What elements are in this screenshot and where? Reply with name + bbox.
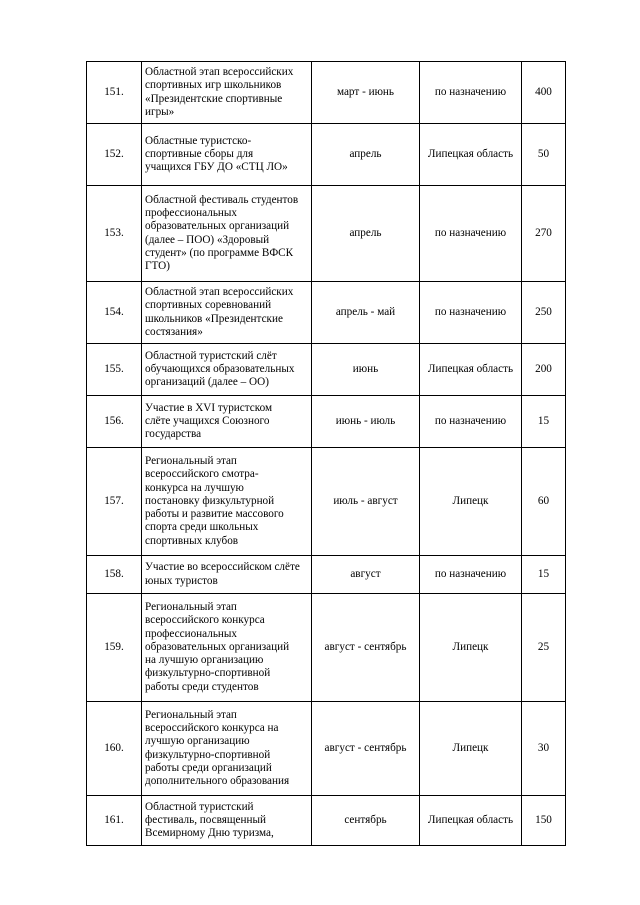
row-number-cell	[87, 556, 142, 594]
event-name-text: Областной туристский слёт обучающихся образовательных организаций (далее – ОО)	[145, 349, 295, 389]
event-name-cell	[142, 344, 312, 396]
event-name-cell	[142, 186, 312, 282]
events-table-body	[87, 62, 566, 846]
participants-count-cell	[522, 594, 566, 702]
event-name-text: Участие во всероссийском слёте юных туристов	[145, 561, 300, 587]
event-name-text: Областной туристский фестиваль, посвященный Всемирному Дню туризма,	[145, 800, 274, 840]
participants-count-cell	[522, 702, 566, 796]
row-number-text: 161.	[104, 813, 124, 826]
row-number-cell	[87, 344, 142, 396]
participants-count-cell	[522, 124, 566, 186]
event-place-text: Липецк	[452, 741, 489, 754]
event-name-cell	[142, 282, 312, 344]
participants-count-cell	[522, 448, 566, 556]
event-name-cell	[142, 796, 312, 846]
event-date-text: сентябрь	[344, 813, 387, 826]
event-place-cell	[420, 556, 522, 594]
event-place-text: Липецк	[452, 640, 489, 653]
event-date-text: апрель	[349, 226, 382, 239]
event-name-cell	[142, 556, 312, 594]
participants-count-cell	[522, 62, 566, 124]
participants-count-text: 25	[537, 640, 550, 653]
participants-count-text: 150	[535, 813, 552, 826]
event-date-text: июнь	[352, 362, 379, 375]
participants-count-cell	[522, 344, 566, 396]
row-number-cell	[87, 796, 142, 846]
row-number-cell	[87, 62, 142, 124]
event-place-text: Липецк	[452, 494, 489, 507]
event-date-cell	[312, 344, 420, 396]
event-date-text: август - сентябрь	[324, 640, 407, 653]
event-place-cell	[420, 702, 522, 796]
row-number-text: 155.	[104, 362, 124, 375]
row-number-cell	[87, 186, 142, 282]
event-name-text: Региональный этап всероссийского конкурса на лучшую организацию физкультурно-спортивной работы среди организаций дополнительного образования	[145, 708, 290, 787]
row-number-cell	[87, 702, 142, 796]
table-row	[87, 396, 566, 448]
table-row	[87, 702, 566, 796]
participants-count-cell	[522, 396, 566, 448]
event-name-cell	[142, 396, 312, 448]
participants-count-cell	[522, 796, 566, 846]
events-table	[86, 61, 566, 846]
event-place-text: Липецкая область	[427, 147, 514, 160]
row-number-text: 153.	[104, 226, 124, 239]
participants-count-text: 250	[535, 305, 552, 318]
event-place-cell	[420, 396, 522, 448]
event-name-cell	[142, 448, 312, 556]
event-name-text: Региональный этап всероссийского конкурса профессиональных образовательных организаций на лучшую организацию физкультурно-спортивной работы среди студентов	[145, 601, 290, 693]
event-place-cell	[420, 62, 522, 124]
event-date-cell	[312, 124, 420, 186]
event-date-text: август	[350, 567, 381, 580]
event-place-cell	[420, 344, 522, 396]
event-date-cell	[312, 702, 420, 796]
event-date-cell	[312, 556, 420, 594]
event-place-cell	[420, 186, 522, 282]
event-date-cell	[312, 62, 420, 124]
event-place-text: по назначению	[434, 567, 507, 580]
event-place-cell	[420, 796, 522, 846]
event-date-cell	[312, 796, 420, 846]
participants-count-text: 30	[537, 741, 550, 754]
event-name-cell	[142, 62, 312, 124]
table-row	[87, 186, 566, 282]
row-number-text: 159.	[104, 640, 124, 653]
table-row	[87, 282, 566, 344]
row-number-cell	[87, 594, 142, 702]
event-date-cell	[312, 396, 420, 448]
event-name-text: Областные туристско- спортивные сборы для учащихся ГБУ ДО «СТЦ ЛО»	[145, 134, 288, 174]
event-date-cell	[312, 594, 420, 702]
row-number-text: 158.	[104, 567, 124, 580]
event-place-cell	[420, 282, 522, 344]
row-number-text: 154.	[104, 305, 124, 318]
event-date-cell	[312, 448, 420, 556]
event-date-text: июнь - июль	[335, 414, 396, 427]
participants-count-cell	[522, 282, 566, 344]
event-name-cell	[142, 702, 312, 796]
event-name-cell	[142, 594, 312, 702]
table-row	[87, 124, 566, 186]
event-date-cell	[312, 282, 420, 344]
event-name-cell	[142, 124, 312, 186]
table-row	[87, 344, 566, 396]
event-name-text: Областной фестиваль студентов профессиональных образовательных организаций (далее – ПОО) «Здоровый студент» (по программе ВФСК ГТО)	[145, 193, 299, 272]
event-name-text: Участие в XVI туристском слёте учащихся Союзного государства	[145, 401, 273, 441]
participants-count-text: 50	[537, 147, 550, 160]
event-date-text: март - июнь	[336, 85, 395, 98]
participants-count-text: 200	[535, 362, 552, 375]
event-name-text: Областной этап всероссийских спортивных игр школьников «Президентские спортивные игры»	[145, 66, 294, 118]
table-row	[87, 796, 566, 846]
table-row	[87, 556, 566, 594]
row-number-text: 151.	[104, 85, 124, 98]
event-date-text: апрель - май	[335, 305, 396, 318]
event-place-text: по назначению	[434, 414, 507, 427]
event-place-text: Липецкая область	[427, 362, 514, 375]
event-date-text: август - сентябрь	[324, 741, 407, 754]
row-number-cell	[87, 448, 142, 556]
event-name-text: Региональный этап всероссийского смотра- конкурса на лучшую постановку физкультурной работы и развитие массового спорта среди школьных спортивных клубов	[145, 455, 284, 547]
event-place-cell	[420, 448, 522, 556]
table-row	[87, 448, 566, 556]
row-number-text: 157.	[104, 494, 124, 507]
row-number-text: 160.	[104, 741, 124, 754]
event-date-text: июль - август	[333, 494, 398, 507]
table-row	[87, 62, 566, 124]
row-number-cell	[87, 282, 142, 344]
event-date-text: апрель	[349, 147, 382, 160]
participants-count-text: 400	[535, 85, 552, 98]
table-row	[87, 594, 566, 702]
participants-count-cell	[522, 556, 566, 594]
participants-count-text: 15	[537, 567, 550, 580]
row-number-text: 156.	[104, 414, 124, 427]
row-number-text: 152.	[104, 147, 124, 160]
participants-count-text: 15	[537, 414, 550, 427]
row-number-cell	[87, 124, 142, 186]
participants-count-text: 60	[537, 494, 550, 507]
participants-count-text: 270	[535, 226, 552, 239]
event-date-cell	[312, 186, 420, 282]
event-name-text: Областной этап всероссийских спортивных соревнований школьников «Президентские состязания»	[145, 286, 294, 338]
participants-count-cell	[522, 186, 566, 282]
event-place-text: по назначению	[434, 226, 507, 239]
event-place-cell	[420, 594, 522, 702]
event-place-text: по назначению	[434, 305, 507, 318]
row-number-cell	[87, 396, 142, 448]
event-place-text: Липецкая область	[427, 813, 514, 826]
event-place-text: по назначению	[434, 85, 507, 98]
event-place-cell	[420, 124, 522, 186]
